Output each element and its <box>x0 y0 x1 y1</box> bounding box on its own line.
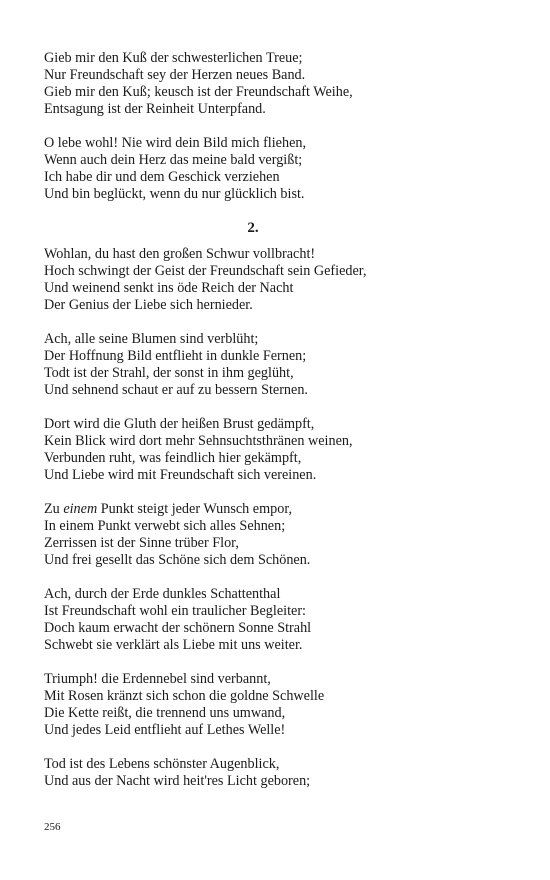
poem-line: Gieb mir den Kuß; keusch ist der Freundschaft Weihe, <box>44 84 353 100</box>
section-heading: 2. <box>247 220 259 236</box>
stanza-group-top <box>44 50 514 203</box>
line-text: Zu <box>44 501 64 517</box>
line-text: Punkt steigt jeder Wunsch empor, <box>97 501 293 517</box>
poem-line: Dort wird die Gluth der heißen Brust gedämpft, <box>44 416 315 432</box>
stanza <box>44 586 514 654</box>
poem-line: Mit Rosen kränzt sich schon die goldne Schwelle <box>44 688 325 704</box>
poem-line: Verbunden ruht, was feindlich hier gekämpft, <box>44 450 302 466</box>
poem-line: Und sehnend schaut er auf zu bessern Sternen. <box>44 382 308 398</box>
poem-line: Und Liebe wird mit Freundschaft sich vereinen. <box>44 467 317 483</box>
poem-line: Doch kaum erwacht der schönern Sonne Strahl <box>44 620 312 636</box>
poem-line: Der Hoffnung Bild entflieht in dunkle Fernen; <box>44 348 307 364</box>
stanza <box>44 246 514 314</box>
poem-line: Hoch schwingt der Geist der Freundschaft sein Gefieder, <box>44 263 367 279</box>
poem-line: In einem Punkt verwebt sich alles Sehnen; <box>44 518 286 534</box>
poem-line: Und aus der Nacht wird heit'res Licht geboren; <box>44 773 311 789</box>
poem-line: Ach, alle seine Blumen sind verblüht; <box>44 331 259 347</box>
poem-line: Todt ist der Strahl, der sonst in ihm geglüht, <box>44 365 294 381</box>
poem-line <box>44 501 514 518</box>
poem-line: Nur Freundschaft sey der Herzen neues Band. <box>44 67 306 83</box>
stanza <box>44 416 514 484</box>
poem-line: Und jedes Leid entflieht auf Lethes Welle! <box>44 722 286 738</box>
stanza-group-bottom <box>44 246 514 790</box>
emphasized-word: einem <box>63 501 98 517</box>
poem-body <box>44 50 514 807</box>
poem-line: Und bin beglückt, wenn du nur glücklich bist. <box>44 186 305 202</box>
poem-line: Die Kette reißt, die trennend uns umwand, <box>44 705 286 721</box>
poem-line: Entsagung ist der Reinheit Unterpfand. <box>44 101 266 117</box>
stanza <box>44 50 514 118</box>
poem-line: Kein Blick wird dort mehr Sehnsuchtsthränen weinen, <box>44 433 353 449</box>
poem-line: Wohlan, du hast den großen Schwur vollbracht! <box>44 246 316 262</box>
poem-line: Und frei gesellt das Schöne sich dem Schönen. <box>44 552 311 568</box>
poem-line: Wenn auch dein Herz das meine bald vergißt; <box>44 152 303 168</box>
poem-line: Der Genius der Liebe sich hernieder. <box>44 297 253 313</box>
poem-line: O lebe wohl! Nie wird dein Bild mich fliehen, <box>44 135 307 151</box>
stanza <box>44 331 514 399</box>
poem-line: Triumph! die Erdennebel sind verbannt, <box>44 671 271 687</box>
page-number: 256 <box>44 821 61 833</box>
poem-line: Zerrissen ist der Sinne trüber Flor, <box>44 535 239 551</box>
poem-line: Schwebt sie verklärt als Liebe mit uns weiter. <box>44 637 303 653</box>
poem-line: Ist Freundschaft wohl ein traulicher Begleiter: <box>44 603 306 619</box>
stanza <box>44 135 514 203</box>
poem-line: Ich habe dir und dem Geschick verziehen <box>44 169 280 185</box>
poem-line: Gieb mir den Kuß der schwesterlichen Treue; <box>44 50 303 66</box>
stanza <box>44 756 514 790</box>
poem-line: Ach, durch der Erde dunkles Schattenthal <box>44 586 281 602</box>
poem-line: Und weinend senkt ins öde Reich der Nacht <box>44 280 294 296</box>
stanza <box>44 501 514 569</box>
stanza <box>44 671 514 739</box>
poem-line: Tod ist des Lebens schönster Augenblick, <box>44 756 280 772</box>
